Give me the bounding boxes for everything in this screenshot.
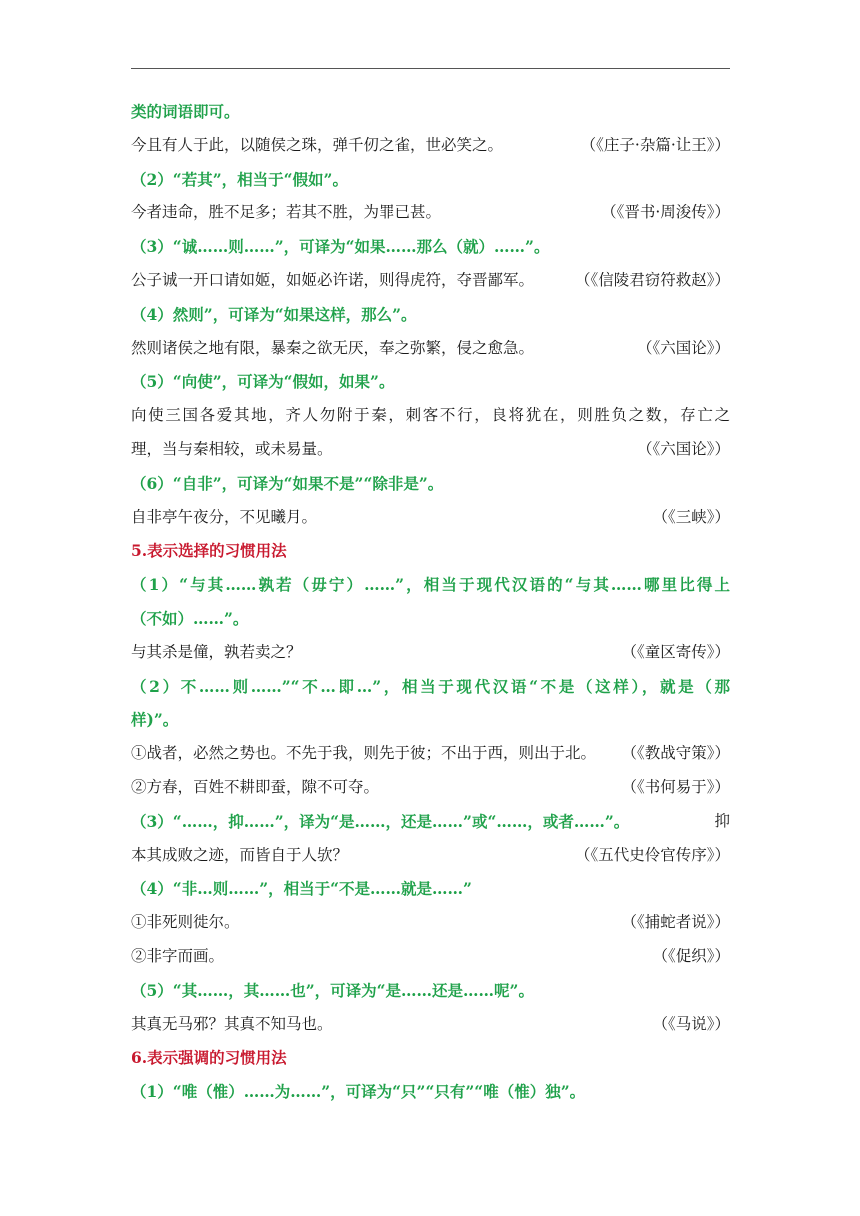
rule-heading (131, 568, 730, 602)
source-citation: （《教战守策》） (621, 744, 730, 763)
example-sentence (131, 399, 730, 433)
rule-heading (131, 670, 730, 704)
example-sentence (131, 501, 730, 535)
example-sentence (131, 1008, 730, 1042)
rule-heading-text: （4）然则”，可译为“如果这样，那么”。 (131, 304, 417, 324)
rule-heading-text: 样)”。 (131, 710, 179, 730)
example-sentence (131, 737, 730, 771)
source-citation: （《马说》） (652, 1014, 730, 1033)
source-citation: （《书何易于》） (621, 777, 730, 796)
rule-heading (131, 95, 730, 129)
example-sentence (131, 839, 730, 873)
example-sentence-start: 抑 (714, 811, 730, 830)
rule-heading (131, 703, 730, 737)
rule-heading (131, 872, 730, 906)
rule-heading (131, 163, 730, 197)
section-heading-text: 6.表示强调的习惯用法 (131, 1048, 287, 1068)
example-sentence (131, 129, 730, 163)
example-sentence-text: 公子诚一开口请如姬，如姬必许诺，则得虎符，夺晋鄙军。 (131, 270, 535, 289)
rule-heading-text: （3）“诚……则……”，可译为“如果……那么（就）……”。 (131, 237, 550, 257)
example-sentence-text: 今者违命，胜不足多；若其不胜，为罪已甚。 (131, 203, 442, 222)
rule-heading-text: （不如）……”。 (131, 608, 249, 628)
example-sentence (131, 196, 730, 230)
source-citation: （《庄子·杂篇·让王》） (580, 135, 730, 154)
example-sentence-text: 本其成败之迹，而皆自于人欤？ (131, 845, 349, 864)
example-sentence-text: 然则诸侯之地有限，暴秦之欲无厌，奉之弥繁，侵之愈急。 (131, 338, 535, 357)
source-citation: （《童区寄传》） (621, 642, 730, 661)
example-sentence-text: ②方春，百姓不耕即蚕，隙不可夺。 (131, 777, 380, 796)
rule-heading (131, 974, 730, 1008)
example-sentence-text: 向使三国各爱其地，齐人勿附于秦，刺客不行，良将犹在，则胜负之数，存亡之 (131, 406, 730, 425)
example-sentence (131, 636, 730, 670)
example-sentence-text: 理，当与秦相较，或未易量。 (131, 439, 333, 458)
rule-heading (131, 467, 730, 501)
example-sentence-text: ①战者，必然之势也。不先于我，则先于彼；不出于西，则出于北。 (131, 744, 597, 763)
rule-heading-text: （5）“其……，其……也”，可译为“是……还是……呢”。 (131, 980, 534, 1000)
example-sentence-text: 与其杀是僮，孰若卖之？ (131, 642, 302, 661)
rule-heading-text: （1）“与其……孰若（毋宁）……”，相当于现代汉语的“与其……哪里比得上 (131, 575, 730, 595)
rule-heading-text: 类的词语即可。 (131, 102, 240, 121)
example-sentence (131, 771, 730, 805)
example-sentence (131, 940, 730, 974)
source-citation: （《五代史伶官传序》） (574, 845, 730, 864)
source-citation: （《三峡》） (652, 507, 730, 526)
example-sentence (131, 906, 730, 940)
rule-heading-text: （6）“自非”，可译为“如果不是”“除非是”。 (131, 473, 444, 493)
source-citation: （《促织》） (652, 946, 730, 965)
rule-heading (131, 298, 730, 332)
source-citation: （《晋书·周浚传》） (601, 203, 730, 222)
source-citation: （《六国论》） (636, 439, 730, 458)
rule-heading-text: （5）“向使”，可译为“假如，如果”。 (131, 372, 395, 392)
example-sentence-text: 自非亭午夜分，不见曦月。 (131, 507, 318, 526)
example-sentence (131, 264, 730, 298)
section-heading-text: 5.表示选择的习惯用法 (131, 541, 287, 561)
rule-heading-text: （2）不……则……”“不…即…”，相当于现代汉语“不是（这样），就是（那 (131, 676, 730, 696)
rule-heading (131, 365, 730, 399)
source-citation: （《捕蛇者说》） (621, 913, 730, 932)
rule-heading-text: （3）“……，抑……”，译为“是……，还是……”或“……，或者……”。 (131, 811, 630, 831)
example-sentence-text: ②非字而画。 (131, 946, 225, 965)
section-heading (131, 1041, 730, 1075)
source-citation: （《信陵君窃符救赵》） (574, 270, 730, 289)
source-citation: （《六国论》） (636, 338, 730, 357)
rule-heading-text: （4）“非…则……”，相当于“不是……就是……” (131, 879, 472, 899)
rule-heading-text: （2）“若其”，相当于“假如”。 (131, 169, 348, 189)
example-sentence-text: 其真无马邪？其真不知马也。 (131, 1014, 333, 1033)
rule-heading (131, 1075, 730, 1109)
rule-heading (131, 602, 730, 636)
rule-heading-text: （1）“唯（惟）……为……”，可译为“只”“只有”“唯（惟）独”。 (131, 1082, 586, 1102)
example-sentence (131, 433, 730, 467)
document-body (131, 95, 730, 1109)
section-heading (131, 534, 730, 568)
example-sentence-text: ①非死则徙尔。 (131, 913, 240, 932)
rule-heading (131, 805, 730, 839)
example-sentence (131, 332, 730, 366)
example-sentence-text: 今且有人于此，以随侯之珠，弹千仞之雀，世必笑之。 (131, 135, 504, 154)
header-rule (131, 68, 730, 69)
rule-heading (131, 230, 730, 264)
